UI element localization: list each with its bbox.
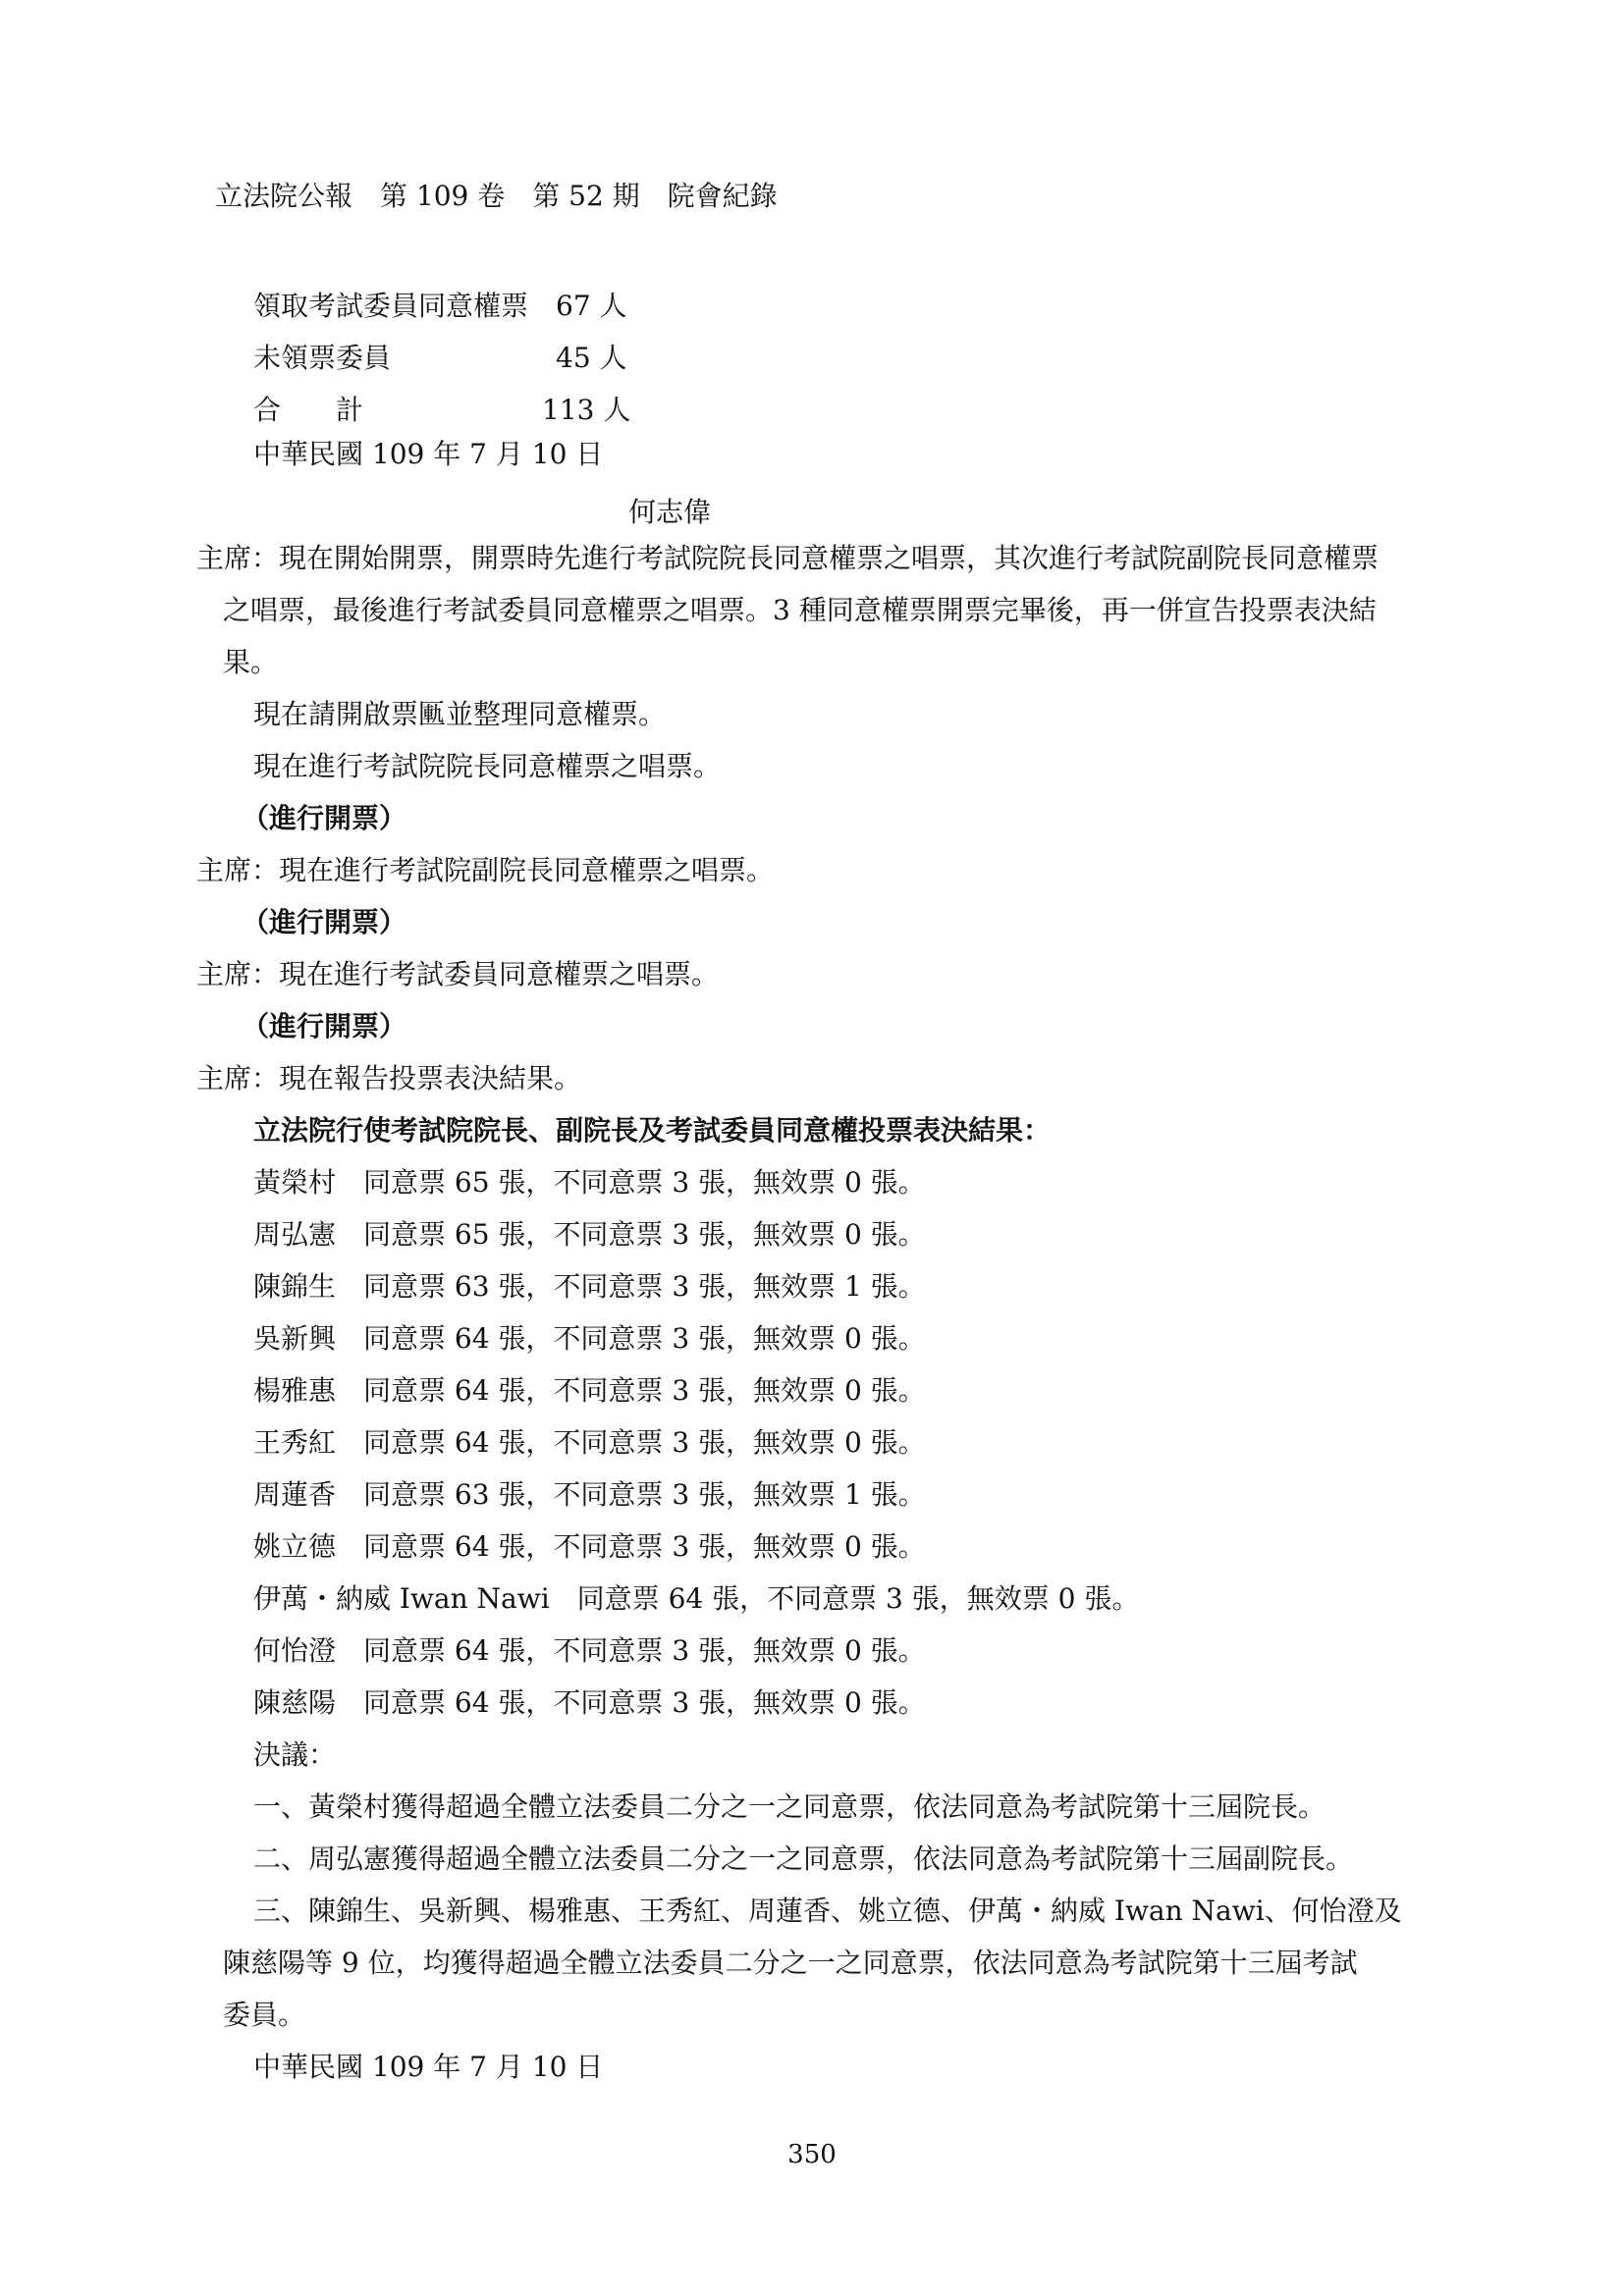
result-row: 陳慈陽 同意票 64 張，不同意票 3 張，無效票 0 張。 <box>253 1686 926 1719</box>
result-title: 立法院行使考試院院長、副院長及考試委員同意權投票表決結果： <box>253 1114 1052 1147</box>
chair-speech-cont: 之唱票，最後進行考試委員同意權票之唱票。3 種同意權票開票完畢後，再一併宣告投票表決結 <box>223 594 1377 626</box>
result-row: 吳新興 同意票 64 張，不同意票 3 張，無效票 0 張。 <box>253 1322 926 1355</box>
chair-speech: 主席：現在進行考試委員同意權票之唱票。 <box>196 958 720 990</box>
result-row: 何怡澄 同意票 64 張，不同意票 3 張，無效票 0 張。 <box>253 1634 926 1667</box>
speech-paragraph: 現在進行考試院院長同意權票之唱票。 <box>253 750 722 782</box>
date-line: 中華民國 109 年 7 月 10 日 <box>253 438 604 470</box>
result-row: 周蓮香 同意票 63 張，不同意票 3 張，無效票 1 張。 <box>253 1478 926 1511</box>
resolution-item-cont: 陳慈陽等 9 位，均獲得超過全體立法委員二分之一之同意票，依法同意為考試院第十三屆考試 <box>223 1947 1358 1979</box>
stage-direction: （進行開票） <box>242 802 407 834</box>
tally-value: 45 人 <box>556 342 627 374</box>
resolution-item: 一、黃榮村獲得超過全體立法委員二分之一之同意票，依法同意為考試院第十三屆院長。 <box>253 1790 1326 1823</box>
chair-speech: 主席：現在開始開票，開票時先進行考試院院長同意權票之唱票，其次進行考試院副院長同意權票 <box>196 542 1380 574</box>
result-row: 楊雅惠 同意票 64 張，不同意票 3 張，無效票 0 張。 <box>253 1374 926 1407</box>
chair-speech-cont: 果。 <box>223 646 279 678</box>
result-row: 陳錦生 同意票 63 張，不同意票 3 張，無效票 1 張。 <box>253 1270 926 1303</box>
resolution-item-cont: 委員。 <box>223 1999 306 2031</box>
stage-direction: （進行開票） <box>242 1010 407 1042</box>
chair-speech: 主席：現在報告投票表決結果。 <box>196 1062 582 1095</box>
signer-name: 何志偉 <box>628 496 712 528</box>
tally-label: 領取考試委員同意權票 <box>253 290 529 322</box>
date-line: 中華民國 109 年 7 月 10 日 <box>253 2051 604 2083</box>
result-row: 周弘憲 同意票 65 張，不同意票 3 張，無效票 0 張。 <box>253 1218 926 1251</box>
result-row: 王秀紅 同意票 64 張，不同意票 3 張，無效票 0 張。 <box>253 1426 926 1459</box>
result-row: 姚立德 同意票 64 張，不同意票 3 張，無效票 0 張。 <box>253 1530 926 1563</box>
resolution-item: 二、周弘憲獲得超過全體立法委員二分之一之同意票，依法同意為考試院第十三屆副院長。 <box>253 1842 1354 1875</box>
page-number: 350 <box>787 2140 837 2169</box>
stage-direction: （進行開票） <box>242 906 407 938</box>
tally-value: 113 人 <box>542 394 631 426</box>
tally-label: 未領票委員 <box>253 342 392 374</box>
result-row: 伊萬・納威 Iwan Nawi 同意票 64 張，不同意票 3 張，無效票 0 張。 <box>253 1582 1140 1615</box>
tally-label: 合 計 <box>253 394 364 426</box>
resolution-item: 三、陳錦生、吳新興、楊雅惠、王秀紅、周蓮香、姚立德、伊萬・納威 Iwan Nawi、何怡澄及 <box>253 1895 1402 1927</box>
tally-value: 67 人 <box>556 290 627 322</box>
result-row: 黃榮村 同意票 65 張，不同意票 3 張，無效票 0 張。 <box>253 1166 926 1199</box>
page-header: 立法院公報 第 109 卷 第 52 期 院會紀錄 <box>215 180 778 212</box>
chair-speech: 主席：現在進行考試院副院長同意權票之唱票。 <box>196 854 775 886</box>
resolution-label: 決議： <box>253 1738 337 1771</box>
speech-paragraph: 現在請開啟票匭並整理同意權票。 <box>253 698 667 730</box>
